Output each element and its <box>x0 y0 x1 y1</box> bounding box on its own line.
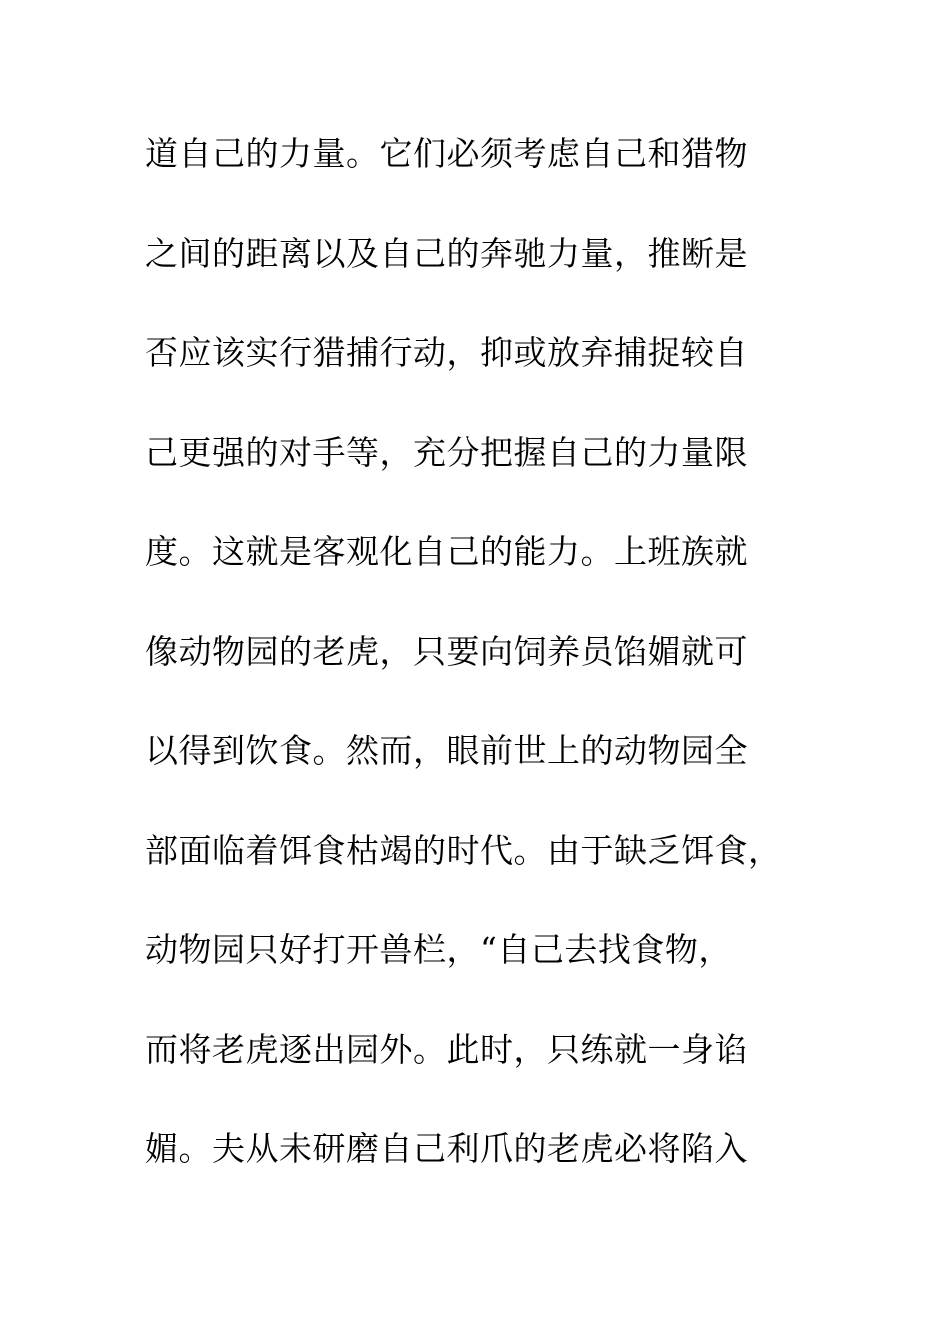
text-line: 否应该实行猎捕行动，抑或放弃捕捉较自 <box>145 333 748 372</box>
body-text <box>145 124 845 1219</box>
text-line: 媚。夫从未研磨自己利爪的老虎必将陷入 <box>145 1129 748 1168</box>
text-line: 以得到饮食。然而，眼前世上的动物园全 <box>145 731 748 770</box>
text-line: 之间的距离以及自己的奔驰力量，推断是 <box>145 233 748 273</box>
text-line: 度。这就是客观化自己的能力。上班族就 <box>145 532 748 571</box>
text-line: 道自己的力量。它们必须考虑自己和猎物 <box>145 134 748 173</box>
text-line: 像动物园的老虎，只要向饲养员馅媚就可 <box>145 631 748 671</box>
text-line: 己更强的对手等，充分把握自己的力量限 <box>145 432 748 472</box>
text-line: 部面临着饵食枯竭的时代。由于缺乏饵食， <box>145 830 782 870</box>
text-line: 而将老虎逐出园外。此时，只练就一身谄 <box>145 1029 748 1069</box>
text-line: 动物园只好打开兽栏，“自己去找食物， <box>145 930 732 969</box>
